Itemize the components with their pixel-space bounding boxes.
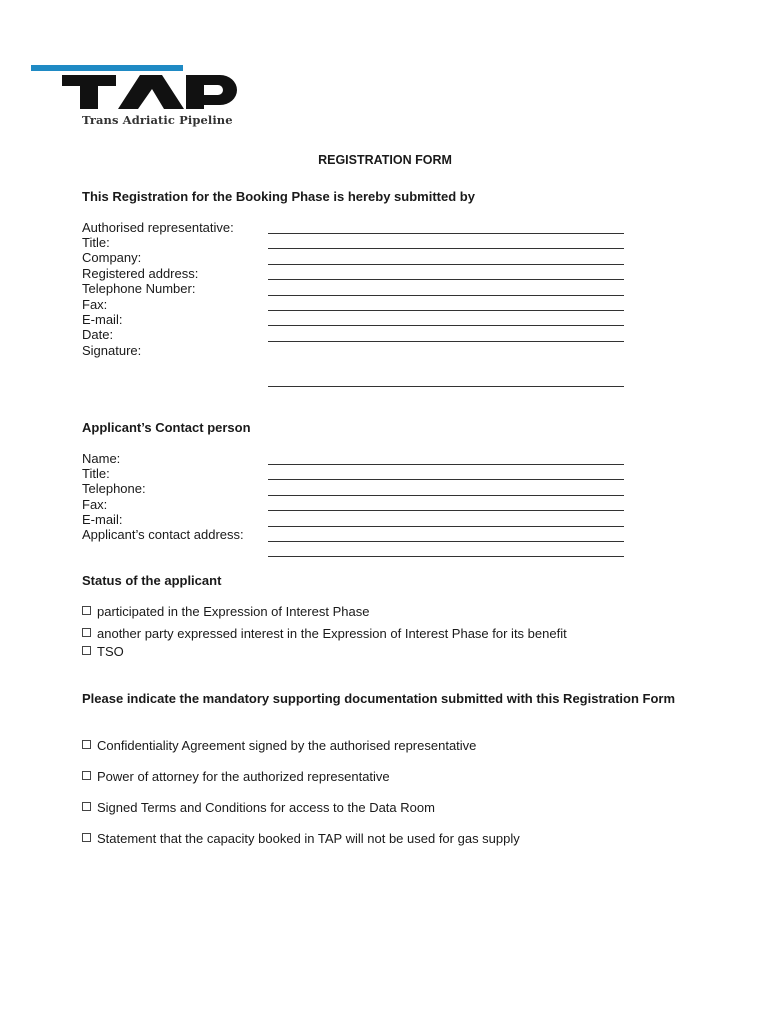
signature-line[interactable] — [268, 386, 624, 387]
status-option-eoi[interactable] — [82, 604, 369, 619]
documentation-heading: Please indicate the mandatory supporting documentation submitted with this Registration Form — [82, 691, 676, 706]
contact-label-telephone: Telephone: — [82, 481, 146, 496]
doc-item-label: Power of attorney for the authorized representative — [97, 769, 390, 784]
status-heading: Status of the applicant — [82, 573, 222, 588]
submission-heading: This Registration for the Booking Phase is hereby submitted by — [82, 189, 475, 204]
contact-label-fax: Fax: — [82, 497, 108, 512]
checkbox-icon[interactable] — [82, 771, 91, 780]
contact-fax-line[interactable] — [268, 510, 624, 511]
checkbox-icon[interactable] — [82, 646, 91, 655]
contact-email-line[interactable] — [268, 526, 624, 527]
fax-line[interactable] — [268, 310, 624, 311]
title-line[interactable] — [268, 248, 624, 249]
contact-address-line[interactable] — [268, 541, 624, 542]
contact-name-line[interactable] — [268, 464, 624, 465]
contact-address-line-2[interactable] — [268, 556, 624, 557]
field-label-email: E-mail: — [82, 312, 123, 327]
contact-label-title: Title: — [82, 466, 110, 481]
checkbox-icon[interactable] — [82, 833, 91, 842]
form-title: REGISTRATION FORM — [318, 153, 452, 167]
status-option-label: another party expressed interest in the Expression of Interest Phase for its benefit — [97, 626, 567, 641]
status-option-label: participated in the Expression of Interest Phase — [97, 604, 370, 619]
doc-item-power-of-attorney[interactable] — [82, 769, 390, 784]
field-label-registered-address: Registered address: — [82, 266, 199, 281]
field-label-telephone-number: Telephone Number: — [82, 281, 196, 296]
logo-subtitle: Trans Adriatic Pipeline — [82, 113, 233, 127]
field-label-date: Date: — [82, 327, 114, 342]
contact-heading: Applicant’s Contact person — [82, 420, 251, 435]
field-label-fax: Fax: — [82, 297, 108, 312]
status-option-other-party[interactable] — [82, 626, 567, 641]
company-line[interactable] — [268, 264, 624, 265]
telephone-number-line[interactable] — [268, 295, 624, 296]
checkbox-icon[interactable] — [82, 802, 91, 811]
tap-logo — [62, 71, 238, 111]
field-label-company: Company: — [82, 250, 142, 265]
authorised-representative-line[interactable] — [268, 233, 624, 234]
doc-item-label: Signed Terms and Conditions for access to the Data Room — [97, 800, 435, 815]
doc-item-terms[interactable] — [82, 800, 435, 815]
registered-address-line[interactable] — [268, 279, 624, 280]
field-label-title: Title: — [82, 235, 110, 250]
field-label-authorised-representative: Authorised representative: — [82, 220, 234, 235]
contact-label-address: Applicant’s contact address: — [82, 527, 244, 542]
checkbox-icon[interactable] — [82, 606, 91, 615]
contact-label-name: Name: — [82, 451, 121, 466]
doc-item-label: Statement that the capacity booked in TAP will not be used for gas supply — [97, 831, 520, 846]
field-label-signature: Signature: — [82, 343, 142, 358]
checkbox-icon[interactable] — [82, 740, 91, 749]
doc-item-confidentiality[interactable] — [82, 738, 476, 753]
date-line[interactable] — [268, 341, 624, 342]
contact-label-email: E-mail: — [82, 512, 123, 527]
doc-item-label: Confidentiality Agreement signed by the authorised representative — [97, 738, 477, 753]
contact-title-line[interactable] — [268, 479, 624, 480]
status-option-label: TSO — [97, 644, 124, 659]
contact-telephone-line[interactable] — [268, 495, 624, 496]
doc-item-statement[interactable] — [82, 831, 520, 846]
status-option-tso[interactable] — [82, 644, 124, 659]
checkbox-icon[interactable] — [82, 628, 91, 637]
email-line[interactable] — [268, 325, 624, 326]
